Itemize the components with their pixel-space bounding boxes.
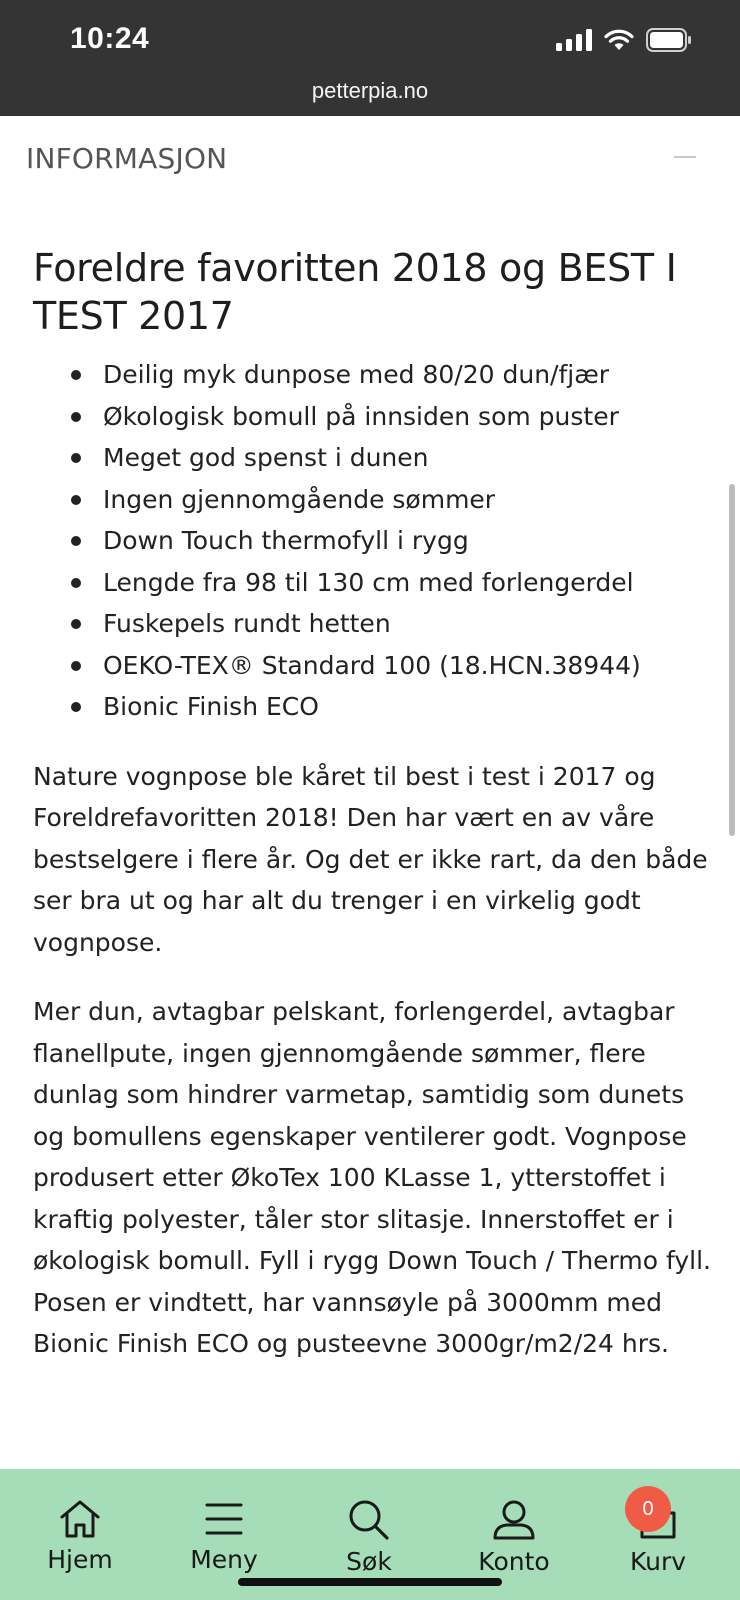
product-description bbox=[33, 244, 713, 1365]
nav-account[interactable] bbox=[454, 1499, 574, 1576]
cart-count-badge[interactable]: 0 bbox=[625, 1486, 671, 1532]
home-indicator[interactable] bbox=[238, 1578, 502, 1586]
page-scrollbar[interactable] bbox=[729, 484, 735, 836]
information-section-header[interactable] bbox=[26, 142, 716, 186]
nav-home[interactable] bbox=[20, 1499, 140, 1574]
menu-icon bbox=[202, 1499, 246, 1539]
cellular-signal-icon bbox=[556, 29, 592, 51]
description-paragraph-2: Mer dun, avtagbar pelskant, forlengerdel, avtagbar flanellpute, ingen gjennomgående sømmer, flere dunlag som hindrer varmetap, samtidig som dunets og bomullens egenskaper ventilerer godt. Vognpose produsert etter ØkoTex 100 KLasse 1, ytterstoffet i kraftig polyester, tåler stor slitasje. Innerstoffet er i økologisk bomull. Fyll i rygg Down Touch / Thermo fyll. Posen er vindtett, har vannsøyle på 3000mm med Bionic Finish ECO og pusteevne 3000gr/m2/24 hrs. bbox=[33, 997, 711, 1358]
feature-item: OEKO-TEX® Standard 100 (18.HCN.38944) bbox=[69, 645, 713, 687]
feature-item: Down Touch thermofyll i rygg bbox=[69, 520, 713, 562]
feature-item: Økologisk bomull på innsiden som puster bbox=[69, 396, 713, 438]
collapse-icon[interactable] bbox=[674, 156, 696, 158]
status-icons bbox=[556, 28, 692, 52]
user-icon bbox=[491, 1499, 537, 1541]
url-bar[interactable]: petterpia.no bbox=[311, 78, 429, 103]
feature-item: Meget god spenst i dunen bbox=[69, 437, 713, 479]
feature-list bbox=[33, 354, 713, 728]
description-heading: Foreldre favoritten 2018 og BEST I TEST 2017 bbox=[33, 246, 677, 338]
description-paragraph-1: Nature vognpose ble kåret til best i test i 2017 og Foreldrefavoritten 2018! Den har vært en av våre bestselgere i flere år. Og det er ikke rart, da den både ser bra ut og har alt du trenger i en virkelig godt vognpose. bbox=[33, 761, 708, 957]
nav-search-label: Søk bbox=[346, 1547, 392, 1576]
feature-item: Lengde fra 98 til 130 cm med forlengerdel bbox=[69, 562, 713, 604]
nav-menu-label: Meny bbox=[190, 1545, 258, 1574]
nav-menu[interactable] bbox=[164, 1499, 284, 1574]
browser-top-bar bbox=[0, 0, 740, 116]
section-title: INFORMASJON bbox=[26, 142, 228, 175]
nav-search[interactable] bbox=[309, 1499, 429, 1576]
search-icon bbox=[346, 1499, 392, 1541]
feature-item: Bionic Finish ECO bbox=[69, 686, 713, 728]
battery-icon bbox=[646, 28, 692, 52]
feature-item: Fuskepels rundt hetten bbox=[69, 603, 713, 645]
feature-item: Deilig myk dunpose med 80/20 dun/fjær bbox=[69, 354, 713, 396]
status-time: 10:24 bbox=[70, 22, 150, 55]
home-icon bbox=[58, 1499, 102, 1539]
nav-home-label: Hjem bbox=[47, 1545, 113, 1574]
nav-cart-label: Kurv bbox=[629, 1547, 687, 1576]
feature-item: Ingen gjennomgående sømmer bbox=[69, 479, 713, 521]
nav-account-label: Konto bbox=[478, 1547, 550, 1576]
wifi-icon bbox=[604, 29, 634, 51]
